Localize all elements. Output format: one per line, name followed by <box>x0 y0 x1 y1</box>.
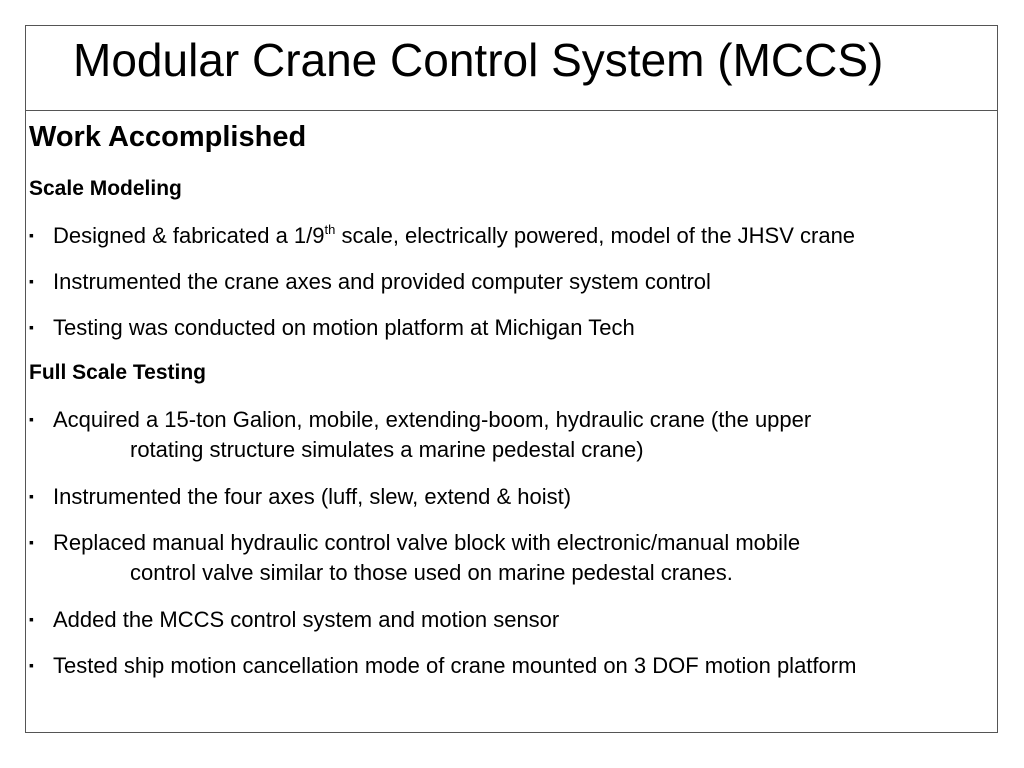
bullet-icon: ▪ <box>29 227 34 243</box>
bullet-text: Acquired a 15-ton Galion, mobile, extending-boom, hydraulic crane (the upper <box>53 407 812 432</box>
superscript: th <box>324 222 336 237</box>
subheading-scale-modeling: Scale Modeling <box>29 177 182 200</box>
bullet-icon: ▪ <box>29 319 34 335</box>
bullet-item <box>29 313 635 342</box>
bullet-icon: ▪ <box>29 488 34 504</box>
bullet-text: Testing was conducted on motion platform at Michigan Tech <box>53 315 635 340</box>
bullet-text: Instrumented the crane axes and provided computer system control <box>53 269 711 294</box>
bullet-item <box>29 267 711 296</box>
bullet-icon: ▪ <box>29 273 34 289</box>
bullet-icon: ▪ <box>29 534 34 550</box>
title-bar <box>26 26 997 111</box>
bullet-text: Replaced manual hydraulic control valve block with electronic/manual mobile <box>53 530 801 555</box>
bullet-text: Designed & fabricated a 1/9 <box>53 223 325 248</box>
bullet-item <box>29 405 811 434</box>
slide-title: Modular Crane Control System (MCCS) <box>73 34 884 86</box>
slide-frame <box>25 25 998 733</box>
bullet-item <box>29 528 800 557</box>
bullet-text: Instrumented the four axes (luff, slew, extend & hoist) <box>53 484 572 509</box>
bullet-item <box>29 482 571 511</box>
bullet-icon: ▪ <box>29 411 34 427</box>
bullet-icon: ▪ <box>29 611 34 627</box>
section-heading: Work Accomplished <box>29 121 307 153</box>
bullet-item <box>29 221 855 250</box>
bullet-item <box>29 651 856 680</box>
bullet-text: Tested ship motion cancellation mode of crane mounted on 3 DOF motion platform <box>53 653 857 678</box>
bullet-text-continued: control valve similar to those used on marine pedestal cranes. <box>130 560 733 585</box>
bullet-icon: ▪ <box>29 657 34 673</box>
bullet-text: Added the MCCS control system and motion sensor <box>53 607 560 632</box>
bullet-text-continued: scale, electrically powered, model of the JHSV crane <box>335 223 856 248</box>
bullet-item <box>29 605 559 634</box>
subheading-full-scale-testing: Full Scale Testing <box>29 361 206 384</box>
bullet-text-continued: rotating structure simulates a marine pedestal crane) <box>130 437 644 462</box>
